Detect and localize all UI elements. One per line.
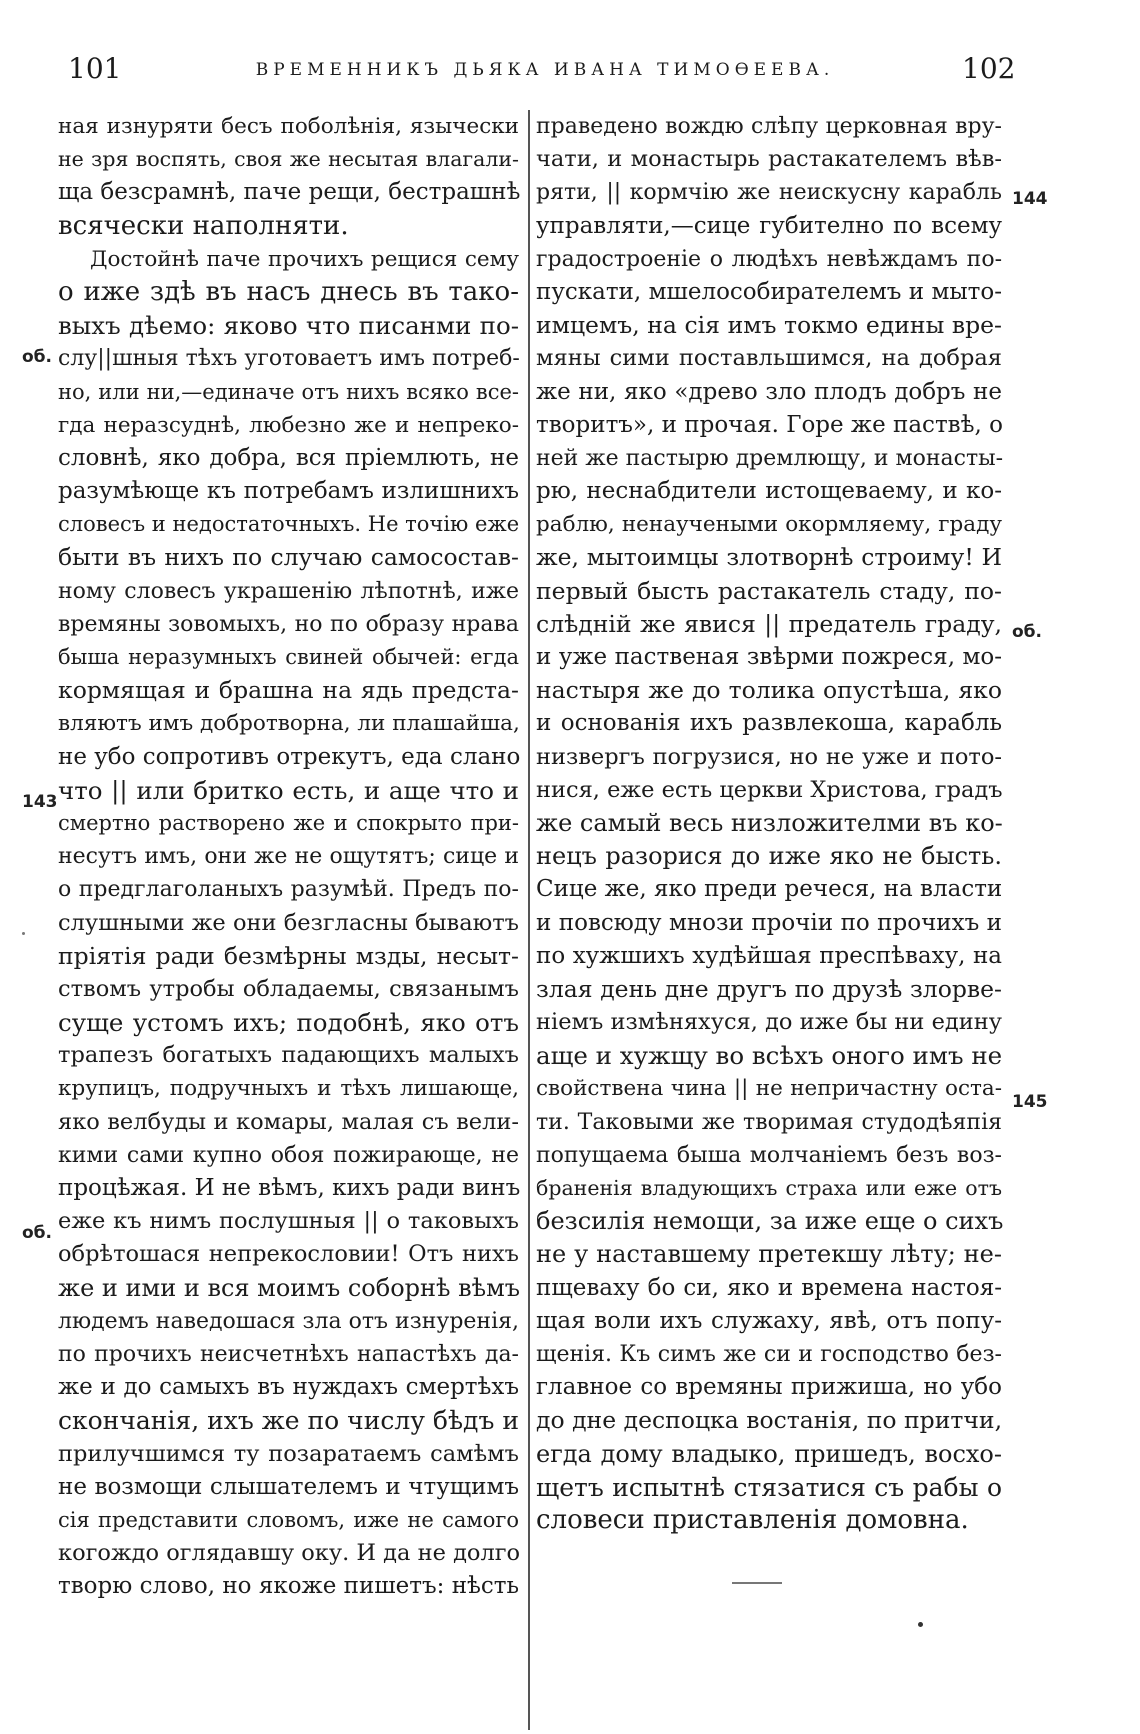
text-line: людемъ наведошася зла отъ изнуренія, bbox=[58, 1308, 519, 1334]
text-line: несутъ имъ, они же не ощутятъ; сице и bbox=[58, 844, 519, 870]
text-line: ряти, || кормчію же неискусну карабль bbox=[536, 180, 1002, 206]
margin-note-ob-left-2: об. bbox=[22, 1223, 53, 1243]
text-line: не возмощи слышателемъ и чтущимъ bbox=[58, 1473, 519, 1500]
text-line: быша неразумныхъ свиней обычей: егда bbox=[58, 645, 519, 669]
text-line: Достойнѣ паче прочихъ рещися сему bbox=[90, 246, 519, 272]
text-line: творитъ», и прочая. Горе же паствѣ, о bbox=[536, 411, 1003, 438]
text-line: и основанія ихъ развлекоша, карабль bbox=[536, 710, 1002, 737]
text-line: скончанія, ихъ же по числу бѣдъ и bbox=[58, 1406, 519, 1436]
text-line: безсилія немощи, за иже еще о сихъ bbox=[536, 1207, 1004, 1236]
text-line: же ни, яко «древо зло плодъ добръ не bbox=[536, 378, 1002, 405]
text-line: крупицъ, подручныхъ и тѣхъ лишающе, bbox=[58, 1076, 519, 1102]
text-line: же самый весь низложителми въ ко- bbox=[536, 808, 1003, 837]
text-line: кими сами купно обоя пожирающе, не bbox=[58, 1142, 519, 1168]
text-line: попущаема быша молчаніемъ безъ воз- bbox=[536, 1142, 1002, 1168]
text-line: словнѣ, яко добра, вся пріемлють, не bbox=[58, 444, 519, 471]
text-line: трапезъ богатыхъ падающихъ малыхъ bbox=[58, 1042, 519, 1069]
text-line: управляти,—сице губително по всему bbox=[536, 212, 1002, 239]
text-line: чати, и монастырь растакателемъ вѣв- bbox=[536, 146, 1002, 173]
text-line: процѣжая. И не вѣмъ, кихъ ради винъ bbox=[58, 1175, 521, 1201]
text-line: кормящая и брашна на ядь предста- bbox=[58, 676, 519, 705]
right-text-column bbox=[536, 110, 1002, 1710]
text-line: имцемъ, на сія имъ токмо едины вре- bbox=[536, 311, 1002, 340]
text-line: и повсюду мнози прочіи по прочихъ и bbox=[536, 909, 1002, 936]
running-title: ВРЕМЕННИКЪ ДЬЯКА ИВАНА ТИМОѲЕЕВА. bbox=[255, 60, 835, 80]
text-line: всячески наполняти. bbox=[58, 210, 349, 241]
margin-note-ob-left-1: об. bbox=[22, 347, 53, 367]
text-line: первый бысть растакатель стаду, по- bbox=[536, 576, 1002, 605]
text-line: о иже здѣ въ насъ днесь въ тако- bbox=[58, 276, 519, 307]
text-line: по хужшихъ худѣйшая преспѣваху, на bbox=[536, 942, 1002, 969]
text-line: словеси приставленія домовна. bbox=[536, 1504, 969, 1535]
text-line: егда дому владыко, пришедъ, восхо- bbox=[536, 1439, 1002, 1468]
text-line: слу||шныя тѣхъ уготоваетъ имъ потреб- bbox=[58, 346, 520, 372]
text-line: ща безсрамнѣ, паче рещи, бестрашнѣ bbox=[58, 179, 521, 206]
closing-rule bbox=[732, 1582, 782, 1584]
text-line: когождо оглядавшу оку. И да не долго bbox=[58, 1540, 521, 1567]
text-line: раблю, ненаучеными окормляему, граду bbox=[536, 512, 1002, 538]
text-line: главное со времяны прижиша, но убо bbox=[536, 1374, 1002, 1401]
text-line: ному словесъ украшенію лѣпотнѣ, иже bbox=[58, 578, 519, 604]
text-line: свойствена чина || не непричастну оста- bbox=[536, 1076, 1002, 1102]
text-line: прилучшимся ту позаратаемъ самѣмъ bbox=[58, 1440, 519, 1467]
text-line: и уже паственая звѣрми пожреся, мо- bbox=[536, 644, 1002, 670]
text-line: ная изнуряти бесъ поболѣнія, язычески bbox=[58, 114, 519, 139]
text-line: пускати, мшелособирателемъ и мыто- bbox=[536, 278, 1002, 305]
text-line: ти. Таковыми же творимая студодѣяпія bbox=[536, 1109, 1002, 1135]
text-line: словесъ и недостаточныхъ. Не точію еже bbox=[58, 512, 520, 537]
margin-note-145: 145 bbox=[1012, 1092, 1048, 1112]
text-line: рю, неснабдители истощеваему, и ко- bbox=[536, 478, 1002, 505]
text-line: щенія. Къ симъ же си и господство без- bbox=[536, 1341, 1002, 1367]
text-line: не убо сопротивъ отрекутъ, еда слано bbox=[58, 743, 521, 770]
text-line: обрѣтошася непрекословии! Отъ нихъ bbox=[58, 1241, 519, 1268]
text-line: смертно растворено же и спокрыто при- bbox=[58, 810, 519, 835]
text-line: же, мытоимцы злотворнѣ строиму! И bbox=[536, 543, 1002, 572]
text-line: щая воли ихъ служаху, явѣ, отъ попу- bbox=[536, 1307, 1002, 1334]
text-line: о предглаголаныхъ разумѣй. Предъ по- bbox=[58, 877, 519, 903]
text-line: настыря же до толика опустѣша, яко bbox=[536, 676, 1002, 705]
text-line: слушными же они безгласны бываютъ bbox=[58, 909, 519, 936]
margin-speck bbox=[22, 932, 25, 935]
text-line: ней же пастырю дремлющу, и монасты- bbox=[536, 445, 1004, 471]
text-line: злая день дне другъ по друзѣ злорве- bbox=[536, 974, 1002, 1003]
text-line: не зря воспять, своя же несытая влагали- bbox=[58, 147, 519, 172]
text-line: творю слово, но якоже пишетъ: нѣсть bbox=[58, 1573, 520, 1600]
margin-note-143: 143 bbox=[22, 792, 58, 812]
text-line: же и ими и вся моимъ соборнѣ вѣмъ bbox=[58, 1273, 521, 1302]
text-line: быти въ нихъ по случаю самосостав- bbox=[58, 543, 519, 572]
text-line: нися, еже есть церкви Христова, градъ bbox=[536, 776, 1003, 803]
text-line: пщеваху бо си, яко и времена настоя- bbox=[536, 1274, 1002, 1301]
page-speck bbox=[918, 1622, 923, 1627]
text-line: еже къ нимъ послушныя || о таковыхъ bbox=[58, 1208, 519, 1235]
text-line: по прочихъ неисчетнѣхъ напастѣхъ да- bbox=[58, 1341, 519, 1367]
text-line: вляютъ имъ добротворна, ли плашайша, bbox=[58, 711, 520, 737]
page-number-right: 102 bbox=[962, 52, 1016, 85]
text-line: до дне деспоцка востанія, по притчи, bbox=[536, 1406, 1003, 1435]
text-line: праведено вождю слѣпу церковная вру- bbox=[536, 114, 1002, 139]
margin-note-ob-right: об. bbox=[1012, 622, 1043, 642]
text-line: пріятія ради безмѣрны мзды, несыт- bbox=[58, 941, 519, 970]
text-line: но, или ни,—единаче отъ нихъ всяко все- bbox=[58, 379, 519, 404]
text-line: гда неразсуднѣ, любезно же и непреко- bbox=[58, 412, 519, 438]
margin-note-144: 144 bbox=[1012, 189, 1048, 209]
column-divider bbox=[528, 110, 530, 1730]
text-line: низвергъ погрузися, но не уже и пото- bbox=[536, 743, 1002, 770]
text-line: аще и хужщу во всѣхъ оного имъ не bbox=[536, 1041, 1003, 1071]
text-line: нецъ разорися до иже яко не бысть. bbox=[536, 842, 1002, 871]
text-line: ніемъ измѣняхуся, до иже бы ни едину bbox=[536, 1009, 1002, 1036]
text-line: мяны сими поставльшимся, на добрая bbox=[536, 345, 1002, 372]
page-number-left: 101 bbox=[68, 52, 122, 85]
text-line: браненія владующихъ страха или еже отъ bbox=[536, 1176, 1002, 1200]
text-line: суще устомъ ихъ; подобнѣ, яко отъ bbox=[58, 1008, 519, 1038]
text-line: щетъ испытнѣ стязатися съ рабы о bbox=[536, 1472, 1002, 1502]
text-line: Сице же, яко преди речеся, на власти bbox=[536, 876, 1003, 903]
text-line: градостроеніе о людѣхъ невѣждамъ по- bbox=[536, 246, 1002, 272]
running-header bbox=[0, 52, 1140, 92]
text-line: времяны зовомыхъ, но по образу нрава bbox=[58, 611, 519, 637]
text-line: ствомъ утробы обладаемы, связанымъ bbox=[58, 975, 519, 1002]
left-text-column bbox=[58, 110, 519, 1710]
text-line: сія представити словомъ, иже не самого bbox=[58, 1507, 519, 1532]
text-line: не у наставшему претекшу лѣту; не- bbox=[536, 1240, 1002, 1269]
text-line: же и до самыхъ въ нуждахъ смертѣхъ bbox=[58, 1374, 519, 1401]
text-line: что || или бритко есть, и аще что и bbox=[58, 775, 519, 805]
text-line: слѣдній же явися || предатель граду, bbox=[536, 609, 1002, 638]
text-line: разумѣюще къ потребамъ излишнихъ bbox=[58, 478, 519, 505]
text-line: яко велбуды и комары, малая съ вели- bbox=[58, 1108, 519, 1135]
text-line: выхъ дѣемо: яково что писанми по- bbox=[58, 311, 519, 341]
